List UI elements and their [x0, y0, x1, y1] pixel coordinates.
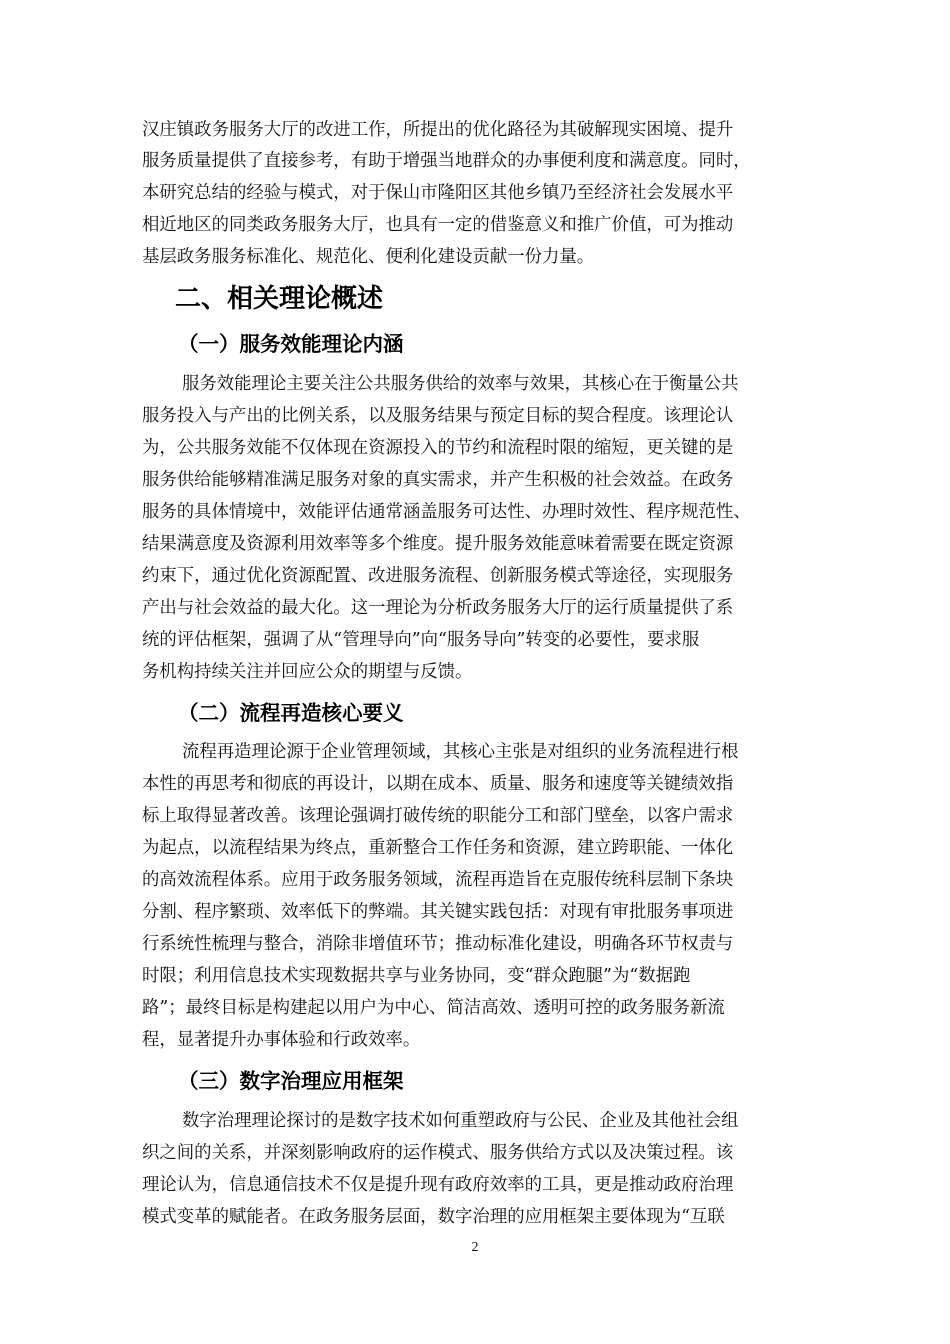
body-text-line: 服务效能理论主要关注公共服务供给的效率与效果，其核心在于衡量公共: [182, 374, 739, 394]
body-text-line: 务机构持续关注并回应公众的期望与反馈。: [142, 662, 473, 682]
body-text-line: 标上取得显著改善。该理论强调打破传统的职能分工和部门壁垒，以客户需求: [142, 806, 734, 826]
body-text-line: 基层政务服务标准化、规范化、便利化建设贡献一份力量。: [142, 247, 595, 267]
body-text-line: 路”；最终目标是构建起以用户为中心、简洁高效、透明可控的政务服务新流: [142, 998, 725, 1018]
body-text-line: 理论认为，信息通信技术不仅是提升现有政府效率的工具，更是推动政府治理: [142, 1175, 734, 1195]
body-text-line: 为，公共服务效能不仅体现在资源投入的节约和流程时限的缩短，更关键的是: [142, 438, 734, 458]
body-text-line: 分割、程序繁琐、效率低下的弊端。其关键实践包括：对现有审批服务事项进: [142, 902, 734, 922]
body-text-line: 结果满意度及资源利用效率等多个维度。提升服务效能意味着需要在既定资源: [142, 534, 734, 554]
body-text-line: 产出与社会效益的最大化。这一理论为分析政务服务大厅的运行质量提供了系: [142, 598, 734, 618]
body-text-line: 程，显著提升办事体验和行政效率。: [142, 1030, 421, 1050]
body-text-line: 服务质量提供了直接参考，有助于增强当地群众的办事便利度和满意度。同时，: [142, 151, 751, 171]
section-heading: （二）流程再造核心要义: [178, 701, 404, 725]
section-heading: （三）数字治理应用框架: [178, 1069, 404, 1093]
body-text-line: 模式变革的赋能者。在政务服务层面，数字治理的应用框架主要体现为“互联: [142, 1207, 725, 1227]
body-text-line: 约束下，通过优化资源配置、改进服务流程、创新服务模式等途径，实现服务: [142, 566, 734, 586]
body-text-line: 本研究总结的经验与模式，对于保山市隆阳区其他乡镇乃至经济社会发展水平: [142, 183, 734, 203]
body-text-line: 的高效流程体系。应用于政务服务领域，流程再造旨在克服传统科层制下条块: [142, 870, 734, 890]
body-text-line: 汉庄镇政务服务大厅的改进工作，所提出的优化路径为其破解现实困境、提升: [142, 120, 734, 140]
body-text-line: 数字治理理论探讨的是数字技术如何重塑政府与公民、企业及其他社会组: [182, 1111, 739, 1131]
body-text-line: 本性的再思考和彻底的再设计，以期在成本、质量、服务和速度等关键绩效指: [142, 774, 734, 794]
body-text-line: 织之间的关系，并深刻影响政府的运作模式、服务供给方式以及决策过程。该: [142, 1143, 734, 1163]
body-text-line: 时限；利用信息技术实现数据共享与业务协同，变“群众跑腿”为“数据跑: [142, 966, 691, 986]
body-text-line: 服务供给能够精准满足服务对象的真实需求，并产生积极的社会效益。在政务: [142, 470, 734, 490]
body-text-line: 相近地区的同类政务服务大厅，也具有一定的借鉴意义和推广价值，可为推动: [142, 215, 734, 235]
chapter-heading: 二、相关理论概述: [175, 284, 384, 314]
body-text-line: 服务的具体情境中，效能评估通常涵盖服务可达性、办理时效性、程序规范性、: [142, 502, 751, 522]
body-text-line: 为起点，以流程结果为终点，重新整合工作任务和资源，建立跨职能、一体化: [142, 838, 734, 858]
page-number: 2: [471, 1240, 479, 1255]
body-text-line: 服务投入与产出的比例关系，以及服务结果与预定目标的契合程度。该理论认: [142, 406, 734, 426]
body-text-line: 流程再造理论源于企业管理领域，其核心主张是对组织的业务流程进行根: [182, 742, 739, 762]
section-heading: （一）服务效能理论内涵: [178, 332, 404, 356]
body-text-line: 统的评估框架，强调了从“管理导向”向“服务导向”转变的必要性，要求服: [142, 630, 700, 650]
body-text-line: 行系统性梳理与整合，消除非增值环节；推动标准化建设，明确各环节权责与: [142, 934, 734, 954]
